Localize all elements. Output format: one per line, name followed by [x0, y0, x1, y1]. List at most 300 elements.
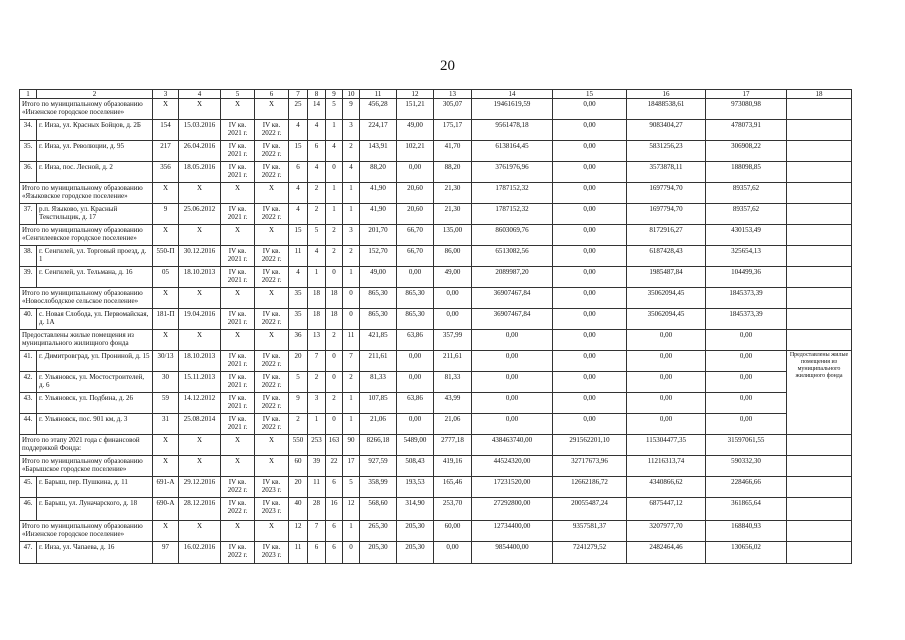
- value-cell: X: [255, 435, 289, 456]
- value-cell: IV кв. 2023 г.: [255, 498, 289, 521]
- value-cell: 4: [308, 162, 326, 183]
- value-cell: 20: [289, 351, 308, 372]
- value-cell: IV кв. 2023 г.: [255, 477, 289, 498]
- value-cell: 5: [289, 372, 308, 393]
- value-cell: 0: [343, 288, 360, 309]
- value-cell: 11: [308, 477, 326, 498]
- value-cell: 1: [343, 393, 360, 414]
- column-number-row: [20, 90, 852, 99]
- value-cell: 6: [308, 141, 326, 162]
- value-cell: 305,07: [434, 99, 472, 120]
- value-cell: IV кв. 2022 г.: [255, 393, 289, 414]
- table-row: [20, 162, 852, 183]
- column-number: 4: [179, 90, 221, 99]
- value-cell: 18: [308, 309, 326, 330]
- row-label: Итого по муниципальному образованию «Сенгилеевское городское поселение»: [20, 225, 153, 246]
- value-cell: X: [221, 288, 255, 309]
- value-cell: 211,61: [434, 351, 472, 372]
- value-cell: X: [255, 225, 289, 246]
- row-number: 40.: [20, 309, 37, 330]
- value-cell: X: [221, 521, 255, 542]
- row-number: 46.: [20, 498, 37, 521]
- value-cell: 1845373,39: [706, 309, 787, 330]
- value-cell: 9854400,00: [472, 542, 553, 564]
- value-cell: 1: [326, 183, 343, 204]
- value-cell: 550: [289, 435, 308, 456]
- value-cell: 36: [289, 330, 308, 351]
- row-label: Итого по этапу 2021 года с финансовой поддержкой Фонда:: [20, 435, 153, 456]
- column-number: 10: [343, 90, 360, 99]
- value-cell: 26.04.2016: [179, 141, 221, 162]
- value-cell: 0,00: [397, 351, 434, 372]
- column-number: 7: [289, 90, 308, 99]
- value-cell: 217: [153, 141, 179, 162]
- value-cell: 973080,98: [706, 99, 787, 120]
- value-cell: 35062094,45: [627, 288, 706, 309]
- value-cell: 2: [289, 414, 308, 435]
- table-row: [20, 393, 852, 414]
- address-cell: г. Ульяновск, ул. Подбина, д. 26: [37, 393, 153, 414]
- value-cell: 361865,64: [706, 498, 787, 521]
- value-cell: 356: [153, 162, 179, 183]
- value-cell: 3: [343, 225, 360, 246]
- value-cell: 4: [326, 141, 343, 162]
- empty-cell: [787, 477, 852, 498]
- value-cell: 154: [153, 120, 179, 141]
- value-cell: 63,86: [397, 393, 434, 414]
- address-cell: г. Ульяновск, ул. Мостостроителей, д. 6: [37, 372, 153, 393]
- value-cell: 0,00: [553, 246, 627, 267]
- value-cell: IV кв. 2022 г.: [255, 162, 289, 183]
- value-cell: 0,00: [706, 351, 787, 372]
- address-cell: р.п. Языково, ул. Красный Текстильщик, д. 17: [37, 204, 153, 225]
- empty-cell: [787, 267, 852, 288]
- table-body: [20, 90, 852, 564]
- value-cell: 89357,62: [706, 204, 787, 225]
- value-cell: 88,20: [434, 162, 472, 183]
- value-cell: 97: [153, 542, 179, 564]
- value-cell: 05: [153, 267, 179, 288]
- value-cell: 2: [308, 204, 326, 225]
- value-cell: 7241279,52: [553, 542, 627, 564]
- value-cell: 86,00: [434, 246, 472, 267]
- subtotal-row: [20, 183, 852, 204]
- value-cell: 1985487,84: [627, 267, 706, 288]
- row-number: 42.: [20, 372, 37, 393]
- value-cell: 40: [289, 498, 308, 521]
- value-cell: 0,00: [553, 99, 627, 120]
- value-cell: X: [153, 330, 179, 351]
- empty-cell: [787, 141, 852, 162]
- row-number: 44.: [20, 414, 37, 435]
- value-cell: 11216313,74: [627, 456, 706, 477]
- value-cell: 9083404,27: [627, 120, 706, 141]
- value-cell: 28.12.2016: [179, 498, 221, 521]
- value-cell: 0,00: [553, 267, 627, 288]
- value-cell: X: [255, 330, 289, 351]
- value-cell: IV кв. 2022 г.: [221, 477, 255, 498]
- row-label: Итого по муниципальному образованию «Новослободское сельское поселение»: [20, 288, 153, 309]
- value-cell: 30: [153, 372, 179, 393]
- value-cell: 15: [289, 225, 308, 246]
- value-cell: 60,00: [434, 521, 472, 542]
- value-cell: 29.12.2016: [179, 477, 221, 498]
- value-cell: X: [255, 288, 289, 309]
- empty-cell: [787, 225, 852, 246]
- note-cell: Предоставлены жилые помещения из муниципального жилищного фонда: [787, 351, 852, 435]
- table-row: [20, 309, 852, 330]
- subtotal-row: [20, 288, 852, 309]
- column-number: 14: [472, 90, 553, 99]
- column-number: 17: [706, 90, 787, 99]
- value-cell: IV кв. 2021 г.: [221, 120, 255, 141]
- value-cell: 2: [343, 246, 360, 267]
- value-cell: 0,00: [397, 372, 434, 393]
- value-cell: 0,00: [472, 330, 553, 351]
- value-cell: X: [179, 435, 221, 456]
- address-cell: г. Инза, ул. Революции, д. 95: [37, 141, 153, 162]
- value-cell: 12662186,72: [553, 477, 627, 498]
- value-cell: 17231520,00: [472, 477, 553, 498]
- value-cell: 3: [308, 393, 326, 414]
- value-cell: 2777,18: [434, 435, 472, 456]
- subtotal-row: [20, 456, 852, 477]
- value-cell: 1: [308, 267, 326, 288]
- address-cell: г. Димитровград, ул. Прониной, д. 15: [37, 351, 153, 372]
- value-cell: 18: [308, 288, 326, 309]
- row-number: 37.: [20, 204, 37, 225]
- value-cell: 39: [308, 456, 326, 477]
- value-cell: 0,00: [706, 393, 787, 414]
- value-cell: 865,30: [397, 309, 434, 330]
- column-number: 12: [397, 90, 434, 99]
- value-cell: X: [255, 183, 289, 204]
- value-cell: 11: [343, 330, 360, 351]
- value-cell: 5: [326, 99, 343, 120]
- value-cell: 22: [326, 456, 343, 477]
- value-cell: 865,30: [397, 288, 434, 309]
- value-cell: 0,00: [627, 330, 706, 351]
- value-cell: 18.10.2013: [179, 267, 221, 288]
- value-cell: 306908,22: [706, 141, 787, 162]
- value-cell: IV кв. 2023 г.: [255, 542, 289, 564]
- value-cell: IV кв. 2021 г.: [221, 372, 255, 393]
- subtotal-row: [20, 225, 852, 246]
- row-number: 34.: [20, 120, 37, 141]
- empty-cell: [787, 498, 852, 521]
- value-cell: 6: [326, 542, 343, 564]
- value-cell: IV кв. 2022 г.: [221, 542, 255, 564]
- value-cell: X: [153, 288, 179, 309]
- value-cell: 13: [308, 330, 326, 351]
- column-number: 1: [20, 90, 37, 99]
- empty-cell: [787, 246, 852, 267]
- value-cell: 193,53: [397, 477, 434, 498]
- value-cell: IV кв. 2021 г.: [221, 267, 255, 288]
- column-number: 13: [434, 90, 472, 99]
- value-cell: 0,00: [706, 372, 787, 393]
- value-cell: 16: [326, 498, 343, 521]
- value-cell: 28: [308, 498, 326, 521]
- value-cell: X: [221, 183, 255, 204]
- value-cell: 0,00: [553, 162, 627, 183]
- value-cell: 0,00: [553, 183, 627, 204]
- value-cell: 550-П: [153, 246, 179, 267]
- table-row: [20, 498, 852, 521]
- value-cell: 81,33: [434, 372, 472, 393]
- value-cell: 2: [308, 183, 326, 204]
- value-cell: X: [255, 99, 289, 120]
- value-cell: 36907467,84: [472, 288, 553, 309]
- value-cell: IV кв. 2021 г.: [221, 162, 255, 183]
- value-cell: 0: [326, 267, 343, 288]
- empty-cell: [787, 288, 852, 309]
- value-cell: 3207977,70: [627, 521, 706, 542]
- value-cell: 49,00: [397, 120, 434, 141]
- value-cell: 3573878,11: [627, 162, 706, 183]
- value-cell: 228466,66: [706, 477, 787, 498]
- value-cell: 35062094,45: [627, 309, 706, 330]
- value-cell: X: [179, 183, 221, 204]
- value-cell: X: [221, 225, 255, 246]
- value-cell: 21,30: [434, 204, 472, 225]
- address-cell: г. Сенгилей, ул. Тельмана, д. 16: [37, 267, 153, 288]
- value-cell: X: [255, 456, 289, 477]
- empty-cell: [787, 183, 852, 204]
- address-cell: г. Сенгилей, ул. Торговый проезд, д. 1: [37, 246, 153, 267]
- value-cell: IV кв. 2022 г.: [255, 120, 289, 141]
- value-cell: 21,06: [434, 414, 472, 435]
- value-cell: 43,99: [434, 393, 472, 414]
- value-cell: X: [179, 456, 221, 477]
- value-cell: 691-А: [153, 477, 179, 498]
- value-cell: 0,00: [553, 141, 627, 162]
- value-cell: X: [221, 330, 255, 351]
- value-cell: 0,00: [472, 393, 553, 414]
- value-cell: 2: [308, 372, 326, 393]
- value-cell: 1787152,32: [472, 183, 553, 204]
- value-cell: 60: [289, 456, 308, 477]
- table-row: [20, 351, 852, 372]
- value-cell: 1: [343, 267, 360, 288]
- value-cell: 30/13: [153, 351, 179, 372]
- value-cell: 2: [343, 372, 360, 393]
- value-cell: IV кв. 2021 г.: [221, 204, 255, 225]
- value-cell: 168840,93: [706, 521, 787, 542]
- value-cell: 6875447,12: [627, 498, 706, 521]
- table-row: [20, 542, 852, 564]
- table-row: [20, 246, 852, 267]
- value-cell: X: [179, 225, 221, 246]
- value-cell: 291562201,10: [553, 435, 627, 456]
- value-cell: 211,61: [360, 351, 397, 372]
- row-number: 41.: [20, 351, 37, 372]
- value-cell: 89357,62: [706, 183, 787, 204]
- value-cell: 2: [326, 225, 343, 246]
- value-cell: 1: [308, 414, 326, 435]
- value-cell: 224,17: [360, 120, 397, 141]
- value-cell: 1697794,70: [627, 183, 706, 204]
- value-cell: 690-А: [153, 498, 179, 521]
- value-cell: 0,00: [627, 351, 706, 372]
- value-cell: 0,00: [434, 309, 472, 330]
- value-cell: 7: [343, 351, 360, 372]
- value-cell: 253: [308, 435, 326, 456]
- value-cell: 590332,30: [706, 456, 787, 477]
- value-cell: 4: [343, 162, 360, 183]
- value-cell: 253,70: [434, 498, 472, 521]
- value-cell: 7: [308, 521, 326, 542]
- value-cell: 0,00: [553, 372, 627, 393]
- value-cell: 1: [343, 414, 360, 435]
- value-cell: 18: [326, 288, 343, 309]
- value-cell: IV кв. 2022 г.: [255, 309, 289, 330]
- value-cell: IV кв. 2021 г.: [221, 246, 255, 267]
- value-cell: 18.10.2013: [179, 351, 221, 372]
- column-number: 8: [308, 90, 326, 99]
- subtotal-row: [20, 99, 852, 120]
- value-cell: 205,30: [397, 521, 434, 542]
- value-cell: 175,17: [434, 120, 472, 141]
- value-cell: 6138164,45: [472, 141, 553, 162]
- value-cell: 188098,85: [706, 162, 787, 183]
- value-cell: 4: [289, 120, 308, 141]
- value-cell: 6: [326, 477, 343, 498]
- value-cell: X: [179, 521, 221, 542]
- value-cell: 0: [326, 162, 343, 183]
- value-cell: 0,00: [706, 414, 787, 435]
- table-row: [20, 414, 852, 435]
- value-cell: 1697794,70: [627, 204, 706, 225]
- value-cell: 31597061,55: [706, 435, 787, 456]
- value-cell: 0,00: [553, 414, 627, 435]
- value-cell: 0,00: [553, 330, 627, 351]
- value-cell: 4: [289, 267, 308, 288]
- value-cell: 5489,00: [397, 435, 434, 456]
- value-cell: IV кв. 2021 г.: [221, 141, 255, 162]
- value-cell: 205,30: [360, 542, 397, 564]
- value-cell: 6187428,43: [627, 246, 706, 267]
- value-cell: 0,00: [553, 351, 627, 372]
- row-number: 39.: [20, 267, 37, 288]
- value-cell: 265,30: [360, 521, 397, 542]
- value-cell: 151,21: [397, 99, 434, 120]
- value-cell: 8172916,27: [627, 225, 706, 246]
- value-cell: 12734400,00: [472, 521, 553, 542]
- value-cell: IV кв. 2021 г.: [221, 414, 255, 435]
- value-cell: 0,00: [397, 267, 434, 288]
- value-cell: 0,00: [553, 288, 627, 309]
- value-cell: 27292800,00: [472, 498, 553, 521]
- value-cell: 325654,13: [706, 246, 787, 267]
- value-cell: 0: [343, 309, 360, 330]
- value-cell: X: [179, 99, 221, 120]
- value-cell: IV кв. 2021 г.: [221, 351, 255, 372]
- value-cell: 14: [308, 99, 326, 120]
- table-row: [20, 141, 852, 162]
- value-cell: 0,00: [627, 414, 706, 435]
- value-cell: 430153,49: [706, 225, 787, 246]
- value-cell: 163: [326, 435, 343, 456]
- value-cell: 9: [343, 99, 360, 120]
- value-cell: 357,99: [434, 330, 472, 351]
- value-cell: 16.02.2016: [179, 542, 221, 564]
- value-cell: 36907467,84: [472, 309, 553, 330]
- value-cell: 9: [289, 393, 308, 414]
- page-number: 20: [440, 58, 455, 74]
- value-cell: 9561478,18: [472, 120, 553, 141]
- value-cell: 421,85: [360, 330, 397, 351]
- column-number: 2: [37, 90, 153, 99]
- value-cell: 12: [343, 498, 360, 521]
- value-cell: 4: [308, 246, 326, 267]
- value-cell: 107,85: [360, 393, 397, 414]
- table-row: [20, 267, 852, 288]
- value-cell: 201,70: [360, 225, 397, 246]
- value-cell: 438463740,00: [472, 435, 553, 456]
- empty-cell: [787, 309, 852, 330]
- empty-cell: [787, 204, 852, 225]
- value-cell: 104499,36: [706, 267, 787, 288]
- value-cell: 2482464,46: [627, 542, 706, 564]
- value-cell: 165,46: [434, 477, 472, 498]
- row-number: 47.: [20, 542, 37, 564]
- value-cell: 1: [326, 120, 343, 141]
- value-cell: IV кв. 2021 г.: [221, 309, 255, 330]
- value-cell: 5: [343, 477, 360, 498]
- value-cell: 20055487,24: [553, 498, 627, 521]
- value-cell: 6513082,56: [472, 246, 553, 267]
- table-row: [20, 204, 852, 225]
- value-cell: 18488538,61: [627, 99, 706, 120]
- value-cell: 1: [326, 204, 343, 225]
- value-cell: 927,59: [360, 456, 397, 477]
- subtotal-row: [20, 435, 852, 456]
- value-cell: 14.12.2012: [179, 393, 221, 414]
- value-cell: 17: [343, 456, 360, 477]
- resettlement-table: [19, 89, 852, 564]
- value-cell: 4: [308, 120, 326, 141]
- value-cell: 1: [343, 204, 360, 225]
- empty-cell: [787, 521, 852, 542]
- value-cell: 49,00: [434, 267, 472, 288]
- value-cell: 30.12.2016: [179, 246, 221, 267]
- value-cell: 20: [289, 477, 308, 498]
- address-cell: г. Ульяновск, пос. 901 км, д. 3: [37, 414, 153, 435]
- value-cell: 3761976,96: [472, 162, 553, 183]
- value-cell: 1: [343, 183, 360, 204]
- value-cell: 41,90: [360, 183, 397, 204]
- value-cell: 59: [153, 393, 179, 414]
- value-cell: 21,30: [434, 183, 472, 204]
- value-cell: 49,00: [360, 267, 397, 288]
- value-cell: 865,30: [360, 288, 397, 309]
- value-cell: 11: [289, 246, 308, 267]
- value-cell: 81,33: [360, 372, 397, 393]
- value-cell: 20,60: [397, 204, 434, 225]
- value-cell: X: [153, 225, 179, 246]
- value-cell: 25.08.2014: [179, 414, 221, 435]
- value-cell: 4: [289, 204, 308, 225]
- address-cell: г. Барыш, пер. Пушкина, д. 11: [37, 477, 153, 498]
- value-cell: 41,70: [434, 141, 472, 162]
- value-cell: 0,00: [553, 204, 627, 225]
- value-cell: X: [255, 521, 289, 542]
- row-number: 43.: [20, 393, 37, 414]
- value-cell: X: [153, 435, 179, 456]
- value-cell: IV кв. 2022 г.: [255, 246, 289, 267]
- value-cell: 478073,91: [706, 120, 787, 141]
